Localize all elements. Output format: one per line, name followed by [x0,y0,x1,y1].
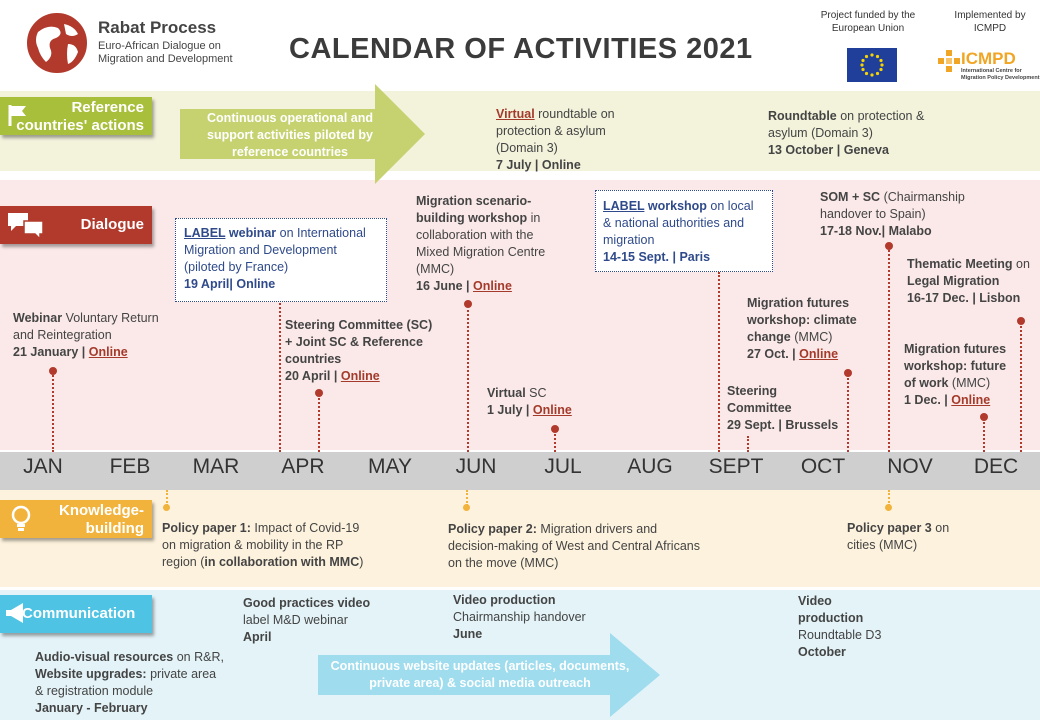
marker-apr-20 [315,389,323,397]
dialogue-event-label-workshop: LABEL workshop on local & national authorities and migration 14-15 Sept. | Paris [603,199,754,264]
online-link[interactable]: Online [532,403,572,417]
dialogue-event-future-of-work: Migration futures workshop: future of work (MMC) 1 Dec. | Online [904,342,1007,407]
communication-tag-label: Communication [22,605,136,622]
knowledge-marker-jun [463,504,470,511]
connector-apr-19 [279,300,281,452]
communication-arrow-line-2: private area) & social media outreach [369,676,591,690]
icmpd-logo-icon [938,50,960,72]
month-feb: FEB [109,455,151,478]
month-apr: APR [281,455,325,478]
communication-arrow-line-1: Continuous website updates (articles, documents, [330,659,630,673]
online-link[interactable]: Online [88,345,128,359]
marker-dec-16 [1017,317,1025,325]
lightbulb-icon [10,505,32,533]
online-link[interactable]: Online [799,347,839,361]
dialogue-category-tag [0,206,152,244]
month-jan: JAN [23,455,63,478]
online-link[interactable]: Online [473,279,512,293]
org-subtitle-line-2: Migration and Development [98,53,233,65]
communication-arrow-text [320,658,640,692]
connector-oct-29 [747,436,749,452]
funded-by-label-2: European Union [831,23,905,34]
icmpd-logo-sub-1: International Centre for [961,68,1022,74]
dialogue-event-steering-committee-apr: Steering Committee (SC) + Joint SC & Reference countries 20 April | Online [285,318,433,383]
page-title: CALENDAR OF ACTIVITIES 2021 [289,33,753,65]
event-date: 13 October | Geneva [768,143,889,157]
connector-jun [467,305,469,452]
month-dec: DEC [973,455,1019,478]
month-mar: MAR [192,455,240,478]
marker-oct-27 [844,369,852,377]
org-subtitle-line-1: Euro-African Dialogue on [98,40,221,52]
speech-bubbles-icon [6,211,46,241]
knowledge-policy-paper-3: Policy paper 3 on cities (MMC) [847,521,950,552]
funded-by-label-1: Project funded by the [820,10,916,21]
month-aug: AUG [627,455,673,478]
connector-nov [888,247,890,452]
icmpd-logo-text: ICMPD [961,49,1016,68]
communication-good-practices-video: Good practices video label M&D webinar April [243,596,371,644]
communication-video-roundtable: Video production Roundtable D3 October [798,594,882,659]
org-title: Rabat Process [98,18,217,37]
eu-flag-icon [847,48,897,82]
dialogue-event-scenario-workshop: Migration scenario- building workshop in collaboration with the Mixed Migration Centre (MMC) 16 June | Online [416,194,546,293]
marker-dec-1 [980,413,988,421]
knowledge-tag-line-1: Knowledge- [59,502,144,519]
connector-dec-16 [1020,322,1022,452]
month-may: MAY [368,455,412,478]
knowledge-marker-nov [885,504,892,511]
rabat-process-globe-logo [24,10,94,76]
implemented-by-label-2: ICMPD [973,23,1007,34]
reference-event-virtual-roundtable: Virtual roundtable on protection & asylum (Domain 3) 7 July | Online [496,107,615,172]
reference-arrow-line-2: support activities piloted by [207,128,373,142]
reference-tag-line-1: Reference [71,99,144,116]
reference-event-roundtable-geneva: Roundtable on protection & asylum (Domain 3) 13 October | Geneva [768,109,925,157]
knowledge-category-tag [0,500,152,538]
reference-arrow-text [190,110,390,161]
marker-jan [49,367,57,375]
knowledge-tag-line-2: building [85,520,144,537]
implemented-by-label-1: Implemented by [954,10,1026,21]
marker-jun [464,300,472,308]
communication-audio-visual: Audio-visual resources on R&R, Website upgrades: private area & registration module January - February [35,650,224,715]
marker-jul [551,425,559,433]
dialogue-event-webinar-jan: Webinar Voluntary Return and Reintegration 21 January | Online [13,311,159,359]
knowledge-policy-paper-2: Policy paper 2: Migration drivers and decision-making of West and Central Africans on the move (MMC) [448,522,700,570]
reference-arrow-line-3: reference countries [231,145,349,159]
event-date: 7 July | Online [496,158,581,172]
icmpd-logo-sub-2: Migration Policy Development [961,75,1040,81]
connector-jul [554,430,556,452]
reference-arrow-line-1: Continuous operational and [207,111,373,125]
connector-sept [718,272,720,452]
dialogue-event-thematic-meeting: Thematic Meeting on Legal Migration 16-17 Dec. | Lisbon [907,257,1030,305]
reference-category-tag [0,97,152,135]
connector-oct-27 [847,374,849,452]
knowledge-policy-paper-1: Policy paper 1: Impact of Covid-19 on migration & mobility in the RP region (in collaboration with MMC) [162,521,364,569]
online-link[interactable]: Online [951,393,991,407]
month-sept: SEPT [708,455,764,478]
communication-video-chairmanship: Video production Chairmanship handover June [453,593,586,641]
marker-nov [885,242,893,250]
virtual-tag: Virtual [496,107,535,121]
month-jul: JUL [544,455,582,478]
connector-dec-1 [983,418,985,452]
dialogue-event-som-sc: SOM + SC (Chairmanship handover to Spain) 17-18 Nov.| Malabo [820,190,965,238]
dialogue-event-climate-workshop: Migration futures workshop: climate change (MMC) 27 Oct. | Online [747,296,857,361]
online-link[interactable]: Online [340,369,380,383]
dialogue-event-virtual-sc: Virtual SC 1 July | Online [487,386,572,417]
month-oct: OCT [800,455,846,478]
communication-category-tag [0,595,152,633]
dialogue-event-label-webinar: LABEL webinar on International Migration and Development (piloted by France) 19 April| Online [184,226,366,291]
dialogue-tag-label: Dialogue [80,216,144,233]
knowledge-marker-feb [163,504,170,511]
reference-tag-line-2: countries' actions [16,117,144,134]
dialogue-event-steering-committee-sept: Steering Committee 29 Sept. | Brussels [727,384,839,432]
month-nov: NOV [887,455,933,478]
connector-apr-20 [318,394,320,452]
connector-jan [52,372,54,452]
month-jun: JUN [455,455,497,478]
